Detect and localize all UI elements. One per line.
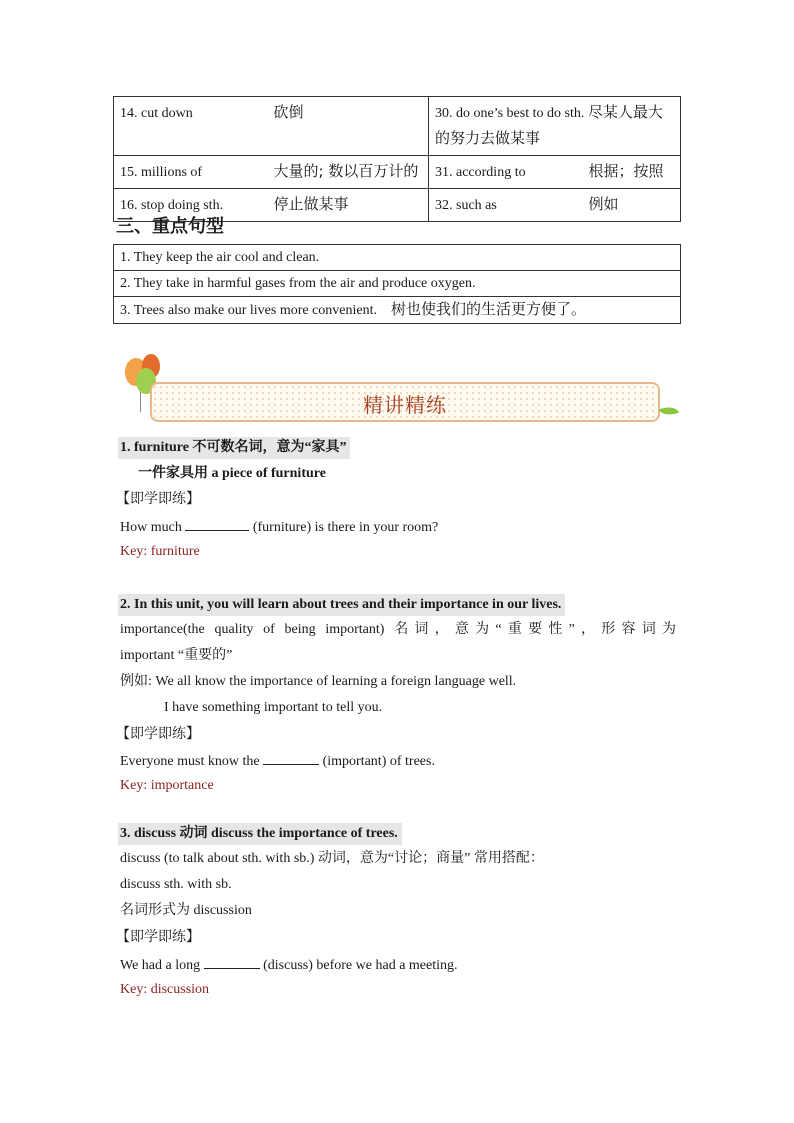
table-cell bbox=[429, 97, 681, 156]
example-line: I have something important to tell you. bbox=[164, 700, 383, 715]
phrase-cn: 根据；按照 bbox=[588, 162, 664, 180]
explanation-line: discuss sth. with sb. bbox=[120, 877, 232, 892]
answer-blank[interactable] bbox=[263, 750, 319, 765]
sentence-table bbox=[113, 244, 681, 324]
phrase-cn: 尽某人最大的努力去做某事 bbox=[435, 103, 663, 147]
exercise-text: Everyone must know the bbox=[120, 754, 260, 769]
item-heading: 2. In this unit, you will learn about trees and their importance in our lives. bbox=[118, 594, 565, 616]
phrase-cn: 停止做某事 bbox=[273, 195, 349, 213]
practice-label: 【即学即练】 bbox=[116, 929, 200, 945]
answer-key: Key: importance bbox=[120, 778, 214, 793]
table-row bbox=[114, 97, 681, 156]
item-subheading: 一件家具用 a piece of furniture bbox=[138, 466, 326, 481]
balloon-string bbox=[140, 392, 141, 412]
vocabulary-table bbox=[113, 96, 681, 222]
phrase-en: 31. according to bbox=[435, 165, 526, 180]
exercise-text: (important) of trees. bbox=[322, 754, 435, 769]
exercise-line bbox=[120, 516, 438, 538]
sentence-cn: 树也使我们的生活更方便了。 bbox=[391, 300, 587, 318]
exercise-text: (furniture) is there in your room? bbox=[252, 520, 439, 535]
explanation-line: discuss (to talk about sth. with sb.) 动词，意为“讨论；商量” 常用搭配： bbox=[120, 851, 544, 866]
sentence-cell bbox=[114, 297, 681, 324]
table-row bbox=[114, 297, 681, 324]
leaf-icon bbox=[659, 403, 679, 419]
sentence-cell: 2. They take in harmful gases from the air and produce oxygen. bbox=[114, 271, 681, 297]
table-row bbox=[114, 271, 681, 297]
table-cell bbox=[429, 156, 681, 189]
exercise-text: (discuss) before we had a meeting. bbox=[263, 958, 458, 973]
answer-blank[interactable] bbox=[185, 516, 249, 531]
phrase-cn: 大量的; 数以百万计的 bbox=[273, 162, 419, 180]
explanation-line: important “重要的” bbox=[120, 648, 233, 663]
phrase-cn: 砍倒 bbox=[273, 103, 304, 121]
sentence-en: 3. Trees also make our lives more convenient. bbox=[120, 303, 378, 318]
banner-title: 精讲精练 bbox=[363, 393, 447, 417]
section-title: 三、重点句型 bbox=[116, 216, 224, 237]
phrase-en: 32. such as bbox=[435, 198, 497, 213]
table-cell bbox=[114, 156, 429, 189]
phrase-en: 14. cut down bbox=[120, 106, 193, 121]
answer-key: Key: discussion bbox=[120, 982, 210, 997]
phrase-cn: 例如 bbox=[588, 195, 619, 213]
practice-label: 【即学即练】 bbox=[116, 491, 200, 507]
table-row bbox=[114, 245, 681, 271]
item-heading: 3. discuss 动词 discuss the importance of trees. bbox=[118, 823, 402, 845]
banner-box bbox=[150, 382, 660, 422]
practice-label: 【即学即练】 bbox=[116, 726, 200, 742]
explanation-line: 名词形式为 discussion bbox=[120, 903, 252, 918]
example-line: 例如: We all know the importance of learning a foreign language well. bbox=[120, 674, 517, 689]
answer-key: Key: furniture bbox=[120, 544, 200, 559]
table-row bbox=[114, 156, 681, 189]
answer-blank[interactable] bbox=[204, 954, 260, 969]
exercise-text: We had a long bbox=[120, 958, 201, 973]
sentence-cell: 1. They keep the air cool and clean. bbox=[114, 245, 681, 271]
item-heading: 1. furniture 不可数名词，意为“家具” bbox=[118, 437, 350, 459]
table-cell bbox=[114, 97, 429, 156]
phrase-en: 15. millions of bbox=[120, 165, 203, 180]
table-cell bbox=[429, 189, 681, 222]
phrase-en: 30. do one’s best to do sth. bbox=[435, 106, 585, 121]
exercise-line bbox=[120, 954, 458, 976]
exercise-text: How much bbox=[120, 520, 182, 535]
explanation-line: importance(the quality of being important) 名词，意为“重要性”，形容词为 bbox=[120, 622, 676, 637]
phrase-en: 16. stop doing sth. bbox=[120, 198, 224, 213]
section-banner bbox=[118, 352, 684, 432]
exercise-line bbox=[120, 750, 435, 772]
